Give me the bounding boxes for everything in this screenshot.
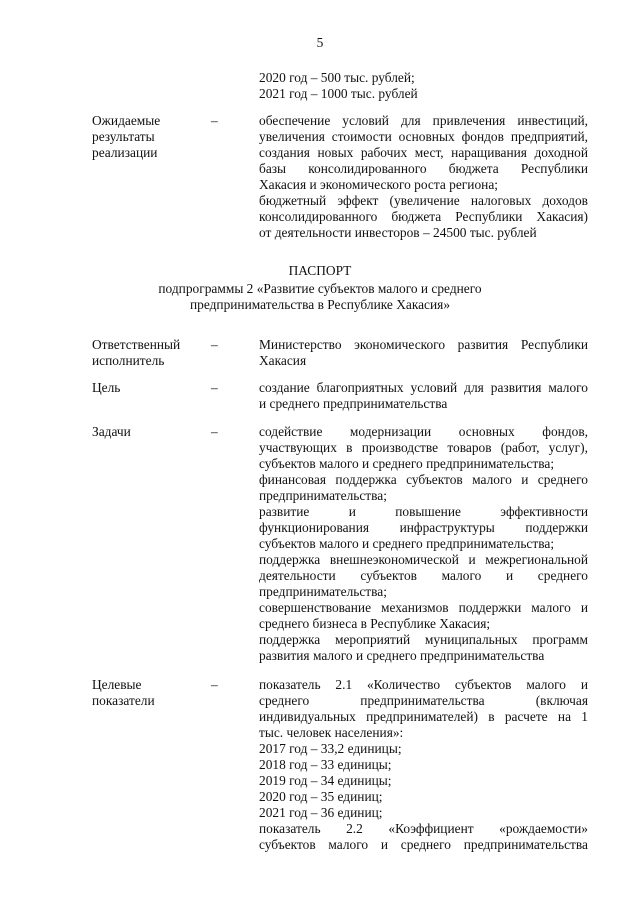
- row-label: [92, 337, 202, 369]
- page-number: 5: [316, 35, 324, 50]
- text-line: увеличения стоимости основных фондов предприятий,: [259, 129, 588, 144]
- text-line: среднего предпринимательства (включая: [259, 693, 588, 708]
- text-line: показатель 2.1 «Количество субъектов малого и: [259, 677, 588, 692]
- text-line: консолидированного бюджета Республики Хакасия): [259, 209, 588, 224]
- text-line: субъектов малого и среднего предпринимательства;: [259, 536, 555, 551]
- text-line: 2021 год – 1000 тыс. рублей: [259, 86, 418, 101]
- label-line: показатели: [92, 693, 155, 708]
- row-label: [92, 677, 202, 709]
- text-line: предпринимательства;: [259, 584, 387, 599]
- text-line: содействие модернизации основных фондов,: [259, 424, 588, 439]
- text-line: финансовая поддержка субъектов малого и среднего: [259, 472, 588, 487]
- dash: –: [211, 677, 218, 692]
- dash: –: [211, 113, 218, 128]
- text-line: поддержка мероприятий муниципальных программ: [259, 632, 588, 647]
- row-label: [92, 113, 202, 161]
- text-line: участвующих в производстве товаров (работ, услуг),: [259, 440, 588, 455]
- text-line: развитие и повышение эффективности: [259, 504, 588, 519]
- text-line: 2017 год – 33,2 единицы;: [259, 741, 402, 756]
- label-line: Ответственный: [92, 337, 181, 352]
- text-line: создания новых рабочих мест, наращивания доходной: [259, 145, 588, 160]
- text-line: 2020 год – 500 тыс. рублей;: [259, 70, 415, 85]
- text-line: от деятельности инвесторов – 24500 тыс. рублей: [259, 225, 537, 240]
- row-value: [259, 113, 588, 241]
- text-line: среднего бизнеса в Республике Хакасия;: [259, 616, 491, 631]
- text-line: совершенствование механизмов поддержки малого и: [259, 600, 588, 615]
- text-line: Хакасия и экономического роста региона;: [259, 177, 498, 192]
- text-line: бюджетный эффект (увеличение налоговых доходов: [259, 193, 588, 208]
- text-line: субъектов малого и среднего предпринимательства: [259, 837, 588, 852]
- row-label: [92, 424, 202, 440]
- text-line: создание благоприятных условий для развития малого: [259, 380, 588, 395]
- text-line: показатель 2.2 «Коэффициент «рождаемости»: [259, 821, 588, 836]
- dash: –: [211, 337, 218, 352]
- label-line: Задачи: [92, 424, 131, 439]
- row-label: [92, 380, 202, 396]
- passport-subtitle-line: предпринимательства в Республике Хакасия»: [189, 297, 451, 312]
- text-line: Хакасия: [259, 353, 307, 368]
- text-line: деятельности субъектов малого и среднего: [259, 568, 588, 583]
- row-value: [259, 424, 588, 664]
- text-line: тыс. человек населения»:: [259, 725, 404, 740]
- funding-lines: [259, 70, 588, 102]
- label-line: Цель: [92, 380, 121, 395]
- label-line: исполнитель: [92, 353, 165, 368]
- text-line: функционирования инфраструктуры поддержки: [259, 520, 588, 535]
- text-line: индивидуальных предпринимателей) в расчете на 1: [259, 709, 588, 724]
- text-line: обеспечение условий для привлечения инвестиций,: [259, 113, 588, 128]
- label-line: результаты: [92, 129, 155, 144]
- text-line: 2019 год – 34 единицы;: [259, 773, 392, 788]
- text-line: базы консолидированного бюджета Республики: [259, 161, 588, 176]
- dash: –: [211, 424, 218, 439]
- text-line: Министерство экономического развития Республики: [259, 337, 588, 352]
- label-line: Целевые: [92, 677, 142, 692]
- row-value: [259, 677, 588, 853]
- row-value: [259, 337, 588, 369]
- text-line: поддержка внешнеэкономической и межрегиональной: [259, 552, 588, 567]
- text-line: 2018 год – 33 единицы;: [259, 757, 392, 772]
- text-line: 2021 год – 36 единиц;: [259, 805, 383, 820]
- dash: –: [211, 380, 218, 395]
- label-line: реализации: [92, 145, 158, 160]
- text-line: и среднего предпринимательства: [259, 396, 448, 411]
- label-line: Ожидаемые: [92, 113, 161, 128]
- text-line: предпринимательства;: [259, 488, 387, 503]
- row-value: [259, 380, 588, 412]
- text-line: развития малого и среднего предпринимательства: [259, 648, 545, 663]
- passport-subtitle-line: подпрограммы 2 «Развитие субъектов малого и среднего: [158, 281, 482, 296]
- text-line: субъектов малого и среднего предпринимательства;: [259, 456, 555, 471]
- passport-title: ПАСПОРТ: [288, 263, 352, 278]
- text-line: 2020 год – 35 единиц;: [259, 789, 383, 804]
